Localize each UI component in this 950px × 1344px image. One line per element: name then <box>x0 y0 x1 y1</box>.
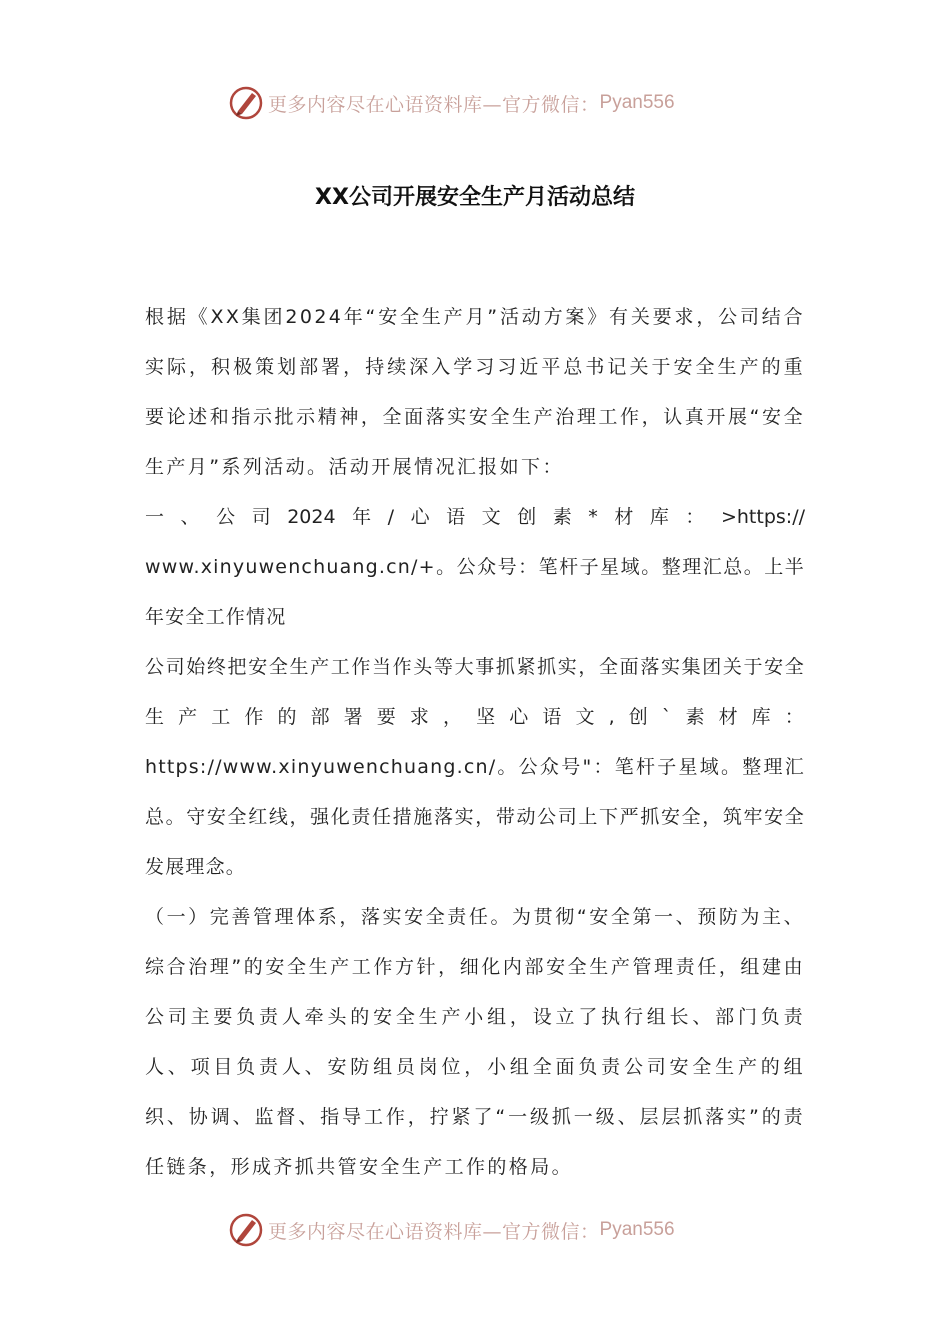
paragraph-3: （一）完善管理体系，落实安全责任。为贯彻“安全第一、预防为主、综合治理”的安全生产工作方针，细化内部安全生产管理责任，组建由公司主要负责人牵头的安全生产小组，设立了执行组长、部门负责人、项目负责人、安防组员岗位，小组全面负责公司安全生产的组织、协调、监督、指导工作，拧紧了“一级抓一级、层层抓落实”的责任链条，形成齐抓共管安全生产工作的格局。 <box>145 906 805 1178</box>
section1-heading-rest: www.xinyuwenchuang.cn/+。公众号：笔杆子星域。整理汇总。上半年安全工作情况 <box>145 556 805 628</box>
section1-token: 素 <box>552 506 572 528</box>
section1-token: 2024 <box>287 506 336 528</box>
section1-token: 司 <box>251 506 271 528</box>
banner-text: 更多内容尽在心语资料库—官方微信： <box>268 93 600 116</box>
paragraph-2: 公司始终把安全生产工作当作头等大事抓紧抓实，全面落实集团关于安全生产工作的部署要求，坚心语文,创`素材库：https://www.xinyuwenchuang.cn/。公众号"：笔杆子星域。整理汇总。守安全红线，强化责任措施落实，带动公司上下严抓安全，筑牢安全发展理念。 <box>145 656 805 878</box>
section1-token: ： <box>685 506 705 528</box>
section1-token: 、 <box>180 506 200 528</box>
section1-token: 心 <box>410 506 430 528</box>
section1-token: * <box>588 506 598 528</box>
section1-token: 创 <box>517 506 537 528</box>
section1-token: >https:// <box>720 506 805 528</box>
section1-token: 年 <box>352 506 372 528</box>
section1-token: 文 <box>481 506 501 528</box>
pen-logo-icon <box>228 85 264 121</box>
section1-token: 一 <box>145 506 165 528</box>
section1-token: 库 <box>649 506 669 528</box>
document-title: XX公司开展安全生产月活动总结 <box>315 185 635 210</box>
banner-wechat-id: Pyan556 <box>599 92 675 113</box>
banner-text: 更多内容尽在心语资料库—官方微信： <box>268 1220 600 1243</box>
document-body <box>145 292 805 1192</box>
pen-logo-icon <box>228 1212 264 1248</box>
section1-token: 材 <box>614 506 634 528</box>
section1-heading-line <box>145 492 805 542</box>
header-banner <box>228 83 675 123</box>
section1-token: / <box>387 506 395 528</box>
intro-paragraph: 根据《XX集团2024年“安全生产月”活动方案》有关要求，公司结合实际，积极策划部署，持续深入学习习近平总书记关于安全生产的重要论述和指示批示精神，全面落实安全生产治理工作，认真开展“安全生产月”系列活动。活动开展情况汇报如下： <box>145 306 805 478</box>
banner-wechat-id: Pyan556 <box>599 1219 675 1240</box>
section1-token: 公 <box>216 506 236 528</box>
section1-token: 语 <box>446 506 466 528</box>
footer-banner <box>228 1210 675 1250</box>
